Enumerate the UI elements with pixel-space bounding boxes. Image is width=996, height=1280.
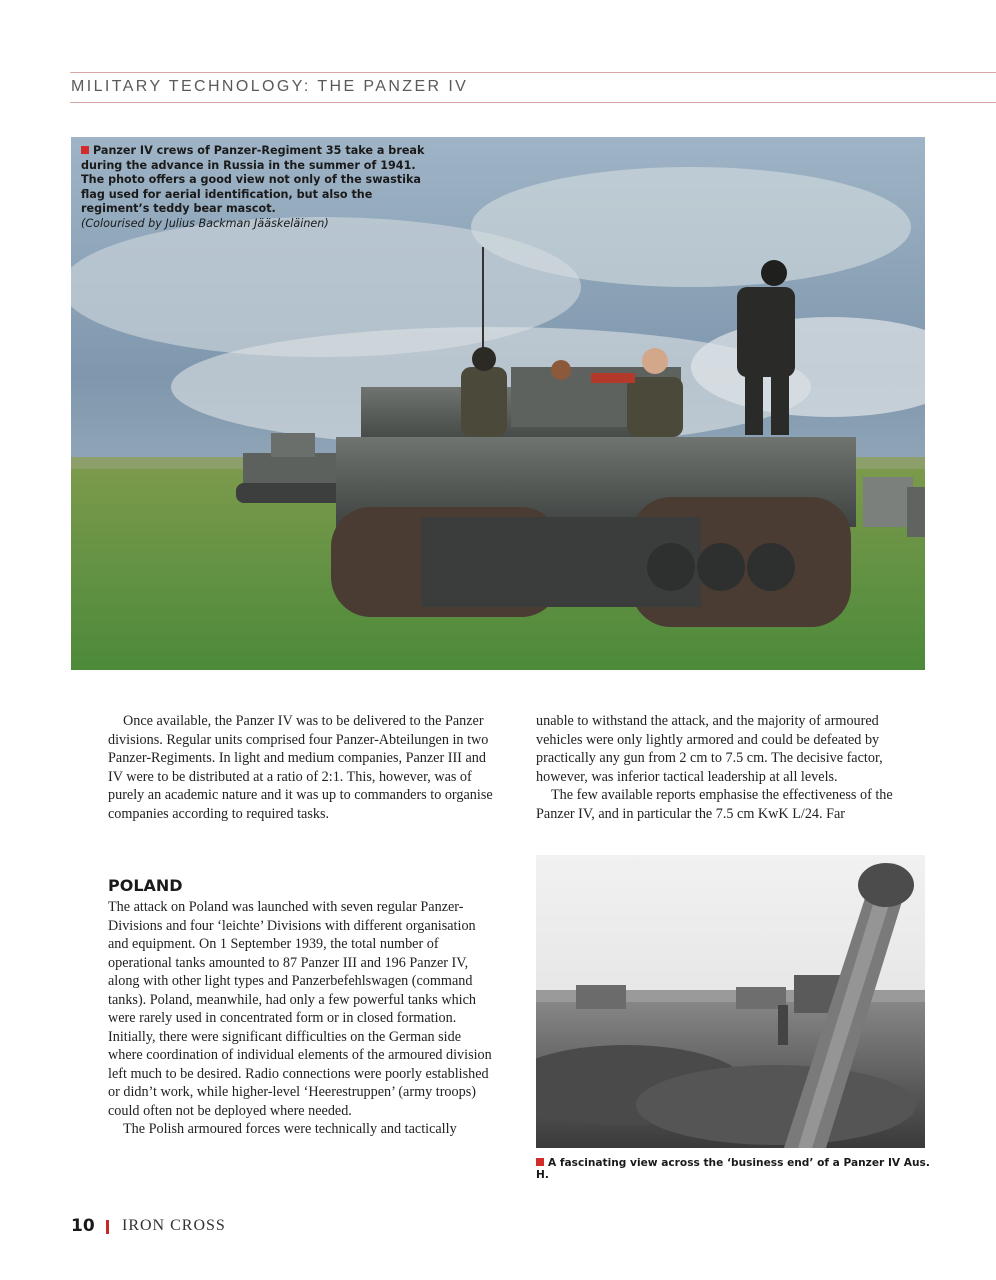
header-rule-top bbox=[70, 72, 996, 73]
article-column-left-bottom bbox=[108, 876, 496, 1139]
poland-heading: POLAND bbox=[108, 876, 183, 895]
poland-paragraph-1: The attack on Poland was launched with seven regular Panzer-Divisions and four ‘leichte’ Divisions with different organisation and equipment. On 1 September 1939, the total number of operational tanks amounted to 87 Panzer III and 196 Panzer IV, along with other light types and Panzerbefehlswagen (command tanks). Poland, meanwhile, had only a few powerful tanks which were rarely used in concentrated form or in closed formation. Initially, there were significant difficulties on the German side where coordination of individual elements of the armoured division left much to be desired. Radio connections were poorly established or didn’t work, while higher-level ‘Heerestruppen’ (army troops) could often not be deployed where needed. bbox=[108, 899, 492, 1119]
magazine-name: IRON CROSS bbox=[122, 1217, 226, 1234]
top-photo-caption-text: Panzer IV crews of Panzer-Regiment 35 take a break during the advance in Russia in the summer of 1941. The photo offers a good view not only of the swastika flag used for aerial identification, but also the regiment’s teddy bear mascot. bbox=[81, 144, 425, 216]
gun-barrel-photo bbox=[536, 855, 925, 1148]
poland-paragraph-2: The Polish armoured forces were technically and tactically bbox=[123, 1121, 457, 1137]
folio-divider bbox=[106, 1220, 109, 1234]
bottom-photo-caption-text: A fascinating view across the ‘business end’ of a Panzer IV Aus. H. bbox=[536, 1157, 930, 1181]
section-title: MILITARY TECHNOLOGY: THE PANZER IV bbox=[71, 78, 469, 95]
caption-marker bbox=[81, 146, 89, 154]
top-photo-credit: (Colourised by Julius Backman Jääskeläinen) bbox=[81, 216, 329, 230]
intro-paragraph: Once available, the Panzer IV was to be delivered to the Panzer divisions. Regular units comprised four Panzer-Abteilungen in two Panzer-Regiments. In light and medium companies, Panzer III and IV were to be distributed at a ratio of 2:1. This, however, was of purely an academic nature and it was up to commanders to organise companies according to required tasks. bbox=[108, 713, 493, 822]
article-column-left-top bbox=[108, 712, 496, 823]
right-column-continuation: unable to withstand the attack, and the majority of armoured vehicles were only lightly armored and could be defeated by practically any gun from 2 cm to 7.5 cm. The decisive factor, however, was inferior tactical leadership at all levels. bbox=[536, 713, 883, 785]
caption-marker bbox=[536, 1158, 544, 1166]
article-column-right-top bbox=[536, 712, 928, 823]
bottom-photo-caption bbox=[536, 1157, 936, 1181]
header-rule-bottom bbox=[70, 102, 996, 103]
right-column-paragraph-2: The few available reports emphasise the effectiveness of the Panzer IV, and in particular the 7.5 cm KwK L/24. Far bbox=[536, 787, 893, 822]
top-photo-caption bbox=[81, 144, 441, 232]
page-number: 10 bbox=[71, 1216, 95, 1236]
